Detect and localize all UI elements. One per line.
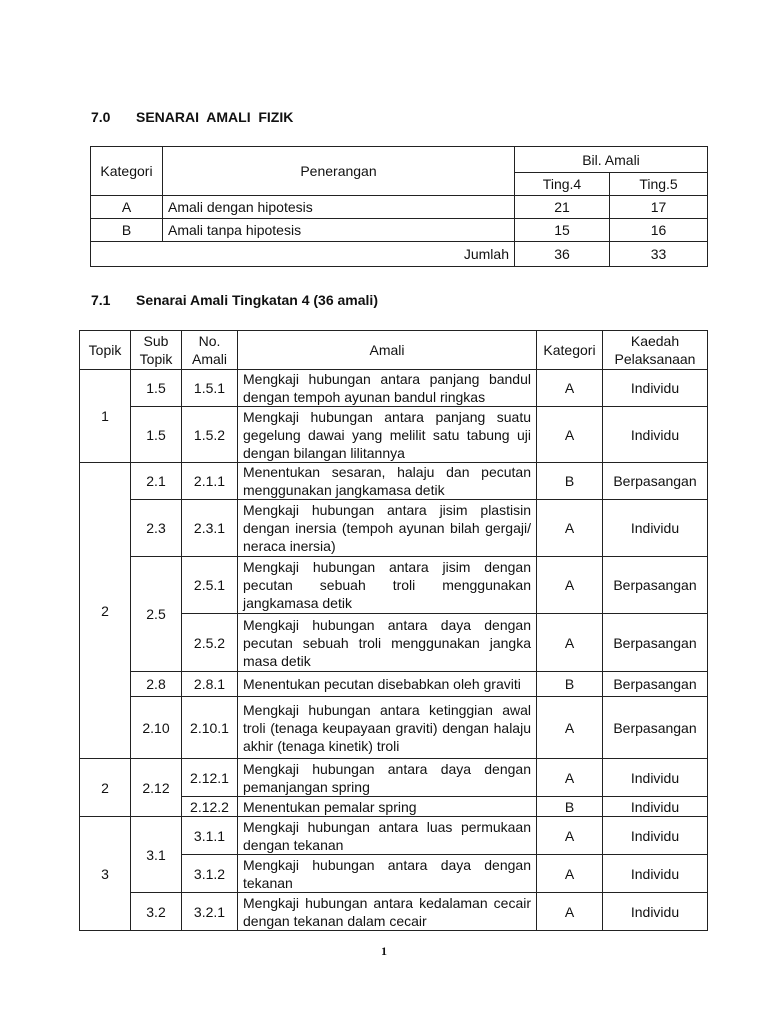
header-ting4: Ting.4 bbox=[515, 173, 610, 196]
cell-sub-topik: 2.1 bbox=[131, 463, 182, 500]
cell-kaedah: Individu bbox=[603, 759, 708, 797]
cell-kategori: A bbox=[91, 196, 163, 219]
cell-ting5: 16 bbox=[610, 219, 708, 242]
cell-no-amali: 2.10.1 bbox=[182, 697, 238, 759]
cell-kategori: A bbox=[537, 817, 603, 855]
cell-kategori: B bbox=[537, 797, 603, 817]
cell-amali: Mengkaji hubungan antara jisim dengan pecutan sebuah troli menggunakan jangkamasa detik bbox=[238, 557, 537, 614]
header-kaedah-pelaksanaan: Kaedah Pelaksanaan bbox=[603, 331, 708, 370]
table-row bbox=[80, 370, 708, 407]
header-bil-amali: Bil. Amali bbox=[515, 147, 708, 173]
cell-ting4: 21 bbox=[515, 196, 610, 219]
cell-kaedah: Individu bbox=[603, 407, 708, 463]
cell-amali: Mengkaji hubungan antara ketinggian awal troli (tenaga keupayaan graviti) dengan halaju akhir (tenaga kinetik) troli bbox=[238, 697, 537, 759]
cell-kaedah: Berpasangan bbox=[603, 672, 708, 697]
cell-amali: Mengkaji hubungan antara luas permukaan dengan tekanan bbox=[238, 817, 537, 855]
table-row bbox=[80, 817, 708, 855]
cell-no-amali: 1.5.1 bbox=[182, 370, 238, 407]
cell-kategori: A bbox=[537, 500, 603, 557]
cell-kategori: A bbox=[537, 370, 603, 407]
cell-sub-topik: 2.8 bbox=[131, 672, 182, 697]
section-heading-senarai-amali-tingkatan-4 bbox=[91, 292, 378, 308]
table-row bbox=[80, 759, 708, 797]
cell-kategori: B bbox=[91, 219, 163, 242]
cell-sub-topik: 2.12 bbox=[131, 759, 182, 817]
table-row bbox=[91, 196, 708, 219]
cell-no-amali: 2.12.2 bbox=[182, 797, 238, 817]
cell-kaedah: Berpasangan bbox=[603, 463, 708, 500]
cell-penerangan: Amali tanpa hipotesis bbox=[163, 219, 515, 242]
table-row bbox=[80, 407, 708, 463]
cell-kategori: A bbox=[537, 759, 603, 797]
cell-ting5: 17 bbox=[610, 196, 708, 219]
cell-sub-topik: 2.3 bbox=[131, 500, 182, 557]
cell-topik: 1 bbox=[80, 370, 131, 463]
cell-topik: 2 bbox=[80, 463, 131, 759]
cell-amali: Menentukan pemalar spring bbox=[238, 797, 537, 817]
cell-no-amali: 2.5.1 bbox=[182, 557, 238, 614]
section-title: SENARAI AMALI FIZIK bbox=[136, 109, 294, 125]
cell-amali: Menentukan pecutan disebabkan oleh graviti bbox=[238, 672, 537, 697]
cell-topik: 3 bbox=[80, 817, 131, 931]
cell-amali: Mengkaji hubungan antara jisim plastisin dengan inersia (tempoh ayunan bilah gergaji/ neraca inersia) bbox=[238, 500, 537, 557]
cell-kategori: A bbox=[537, 697, 603, 759]
section-title: Senarai Amali Tingkatan 4 (36 amali) bbox=[136, 292, 378, 308]
cell-kaedah: Individu bbox=[603, 797, 708, 817]
cell-no-amali: 2.3.1 bbox=[182, 500, 238, 557]
table-row bbox=[80, 672, 708, 697]
header-ting5: Ting.5 bbox=[610, 173, 708, 196]
table-row bbox=[80, 463, 708, 500]
cell-no-amali: 2.8.1 bbox=[182, 672, 238, 697]
cell-sub-topik: 1.5 bbox=[131, 407, 182, 463]
cell-kaedah: Individu bbox=[603, 893, 708, 931]
cell-sub-topik: 2.10 bbox=[131, 697, 182, 759]
cell-kategori: A bbox=[537, 557, 603, 614]
cell-kategori: A bbox=[537, 407, 603, 463]
cell-sub-topik: 1.5 bbox=[131, 370, 182, 407]
summary-table bbox=[90, 146, 708, 267]
cell-amali: Mengkaji hubungan antara daya dengan pemanjangan spring bbox=[238, 759, 537, 797]
cell-kategori: A bbox=[537, 614, 603, 672]
cell-sub-topik: 2.5 bbox=[131, 557, 182, 672]
cell-no-amali: 2.12.1 bbox=[182, 759, 238, 797]
cell-kategori: A bbox=[537, 855, 603, 893]
table-row bbox=[80, 557, 708, 614]
cell-kaedah: Berpasangan bbox=[603, 697, 708, 759]
table-header-row bbox=[80, 331, 708, 370]
table-row bbox=[80, 697, 708, 759]
cell-amali: Mengkaji hubungan antara kedalaman cecair dengan tekanan dalam cecair bbox=[238, 893, 537, 931]
cell-kaedah: Berpasangan bbox=[603, 557, 708, 614]
cell-kaedah: Berpasangan bbox=[603, 614, 708, 672]
cell-ting4: 15 bbox=[515, 219, 610, 242]
cell-kategori: B bbox=[537, 672, 603, 697]
cell-sub-topik: 3.2 bbox=[131, 893, 182, 931]
header-no-amali: No. Amali bbox=[182, 331, 238, 370]
cell-kategori: B bbox=[537, 463, 603, 500]
header-kategori: Kategori bbox=[91, 147, 163, 196]
header-penerangan: Penerangan bbox=[163, 147, 515, 196]
table-row bbox=[91, 219, 708, 242]
cell-kaedah: Individu bbox=[603, 817, 708, 855]
cell-no-amali: 2.1.1 bbox=[182, 463, 238, 500]
header-sub-topik: Sub Topik bbox=[131, 331, 182, 370]
cell-jumlah-ting5: 33 bbox=[610, 242, 708, 267]
cell-amali: Mengkaji hubungan antara panjang suatu gegelung dawai yang melilit satu tabung uji dengan bilangan lilitannya bbox=[238, 407, 537, 463]
cell-kaedah: Individu bbox=[603, 500, 708, 557]
cell-amali: Mengkaji hubungan antara panjang bandul dengan tempoh ayunan bandul ringkas bbox=[238, 370, 537, 407]
section-number: 7.0 bbox=[91, 109, 111, 125]
table-header-row bbox=[91, 147, 708, 173]
header-kategori: Kategori bbox=[537, 331, 603, 370]
cell-sub-topik: 3.1 bbox=[131, 817, 182, 893]
section-heading-senarai-amali-fizik bbox=[91, 109, 293, 125]
cell-penerangan: Amali dengan hipotesis bbox=[163, 196, 515, 219]
section-number: 7.1 bbox=[91, 292, 111, 308]
table-total-row bbox=[91, 242, 708, 267]
cell-no-amali: 2.5.2 bbox=[182, 614, 238, 672]
cell-no-amali: 3.2.1 bbox=[182, 893, 238, 931]
cell-no-amali: 3.1.1 bbox=[182, 817, 238, 855]
cell-jumlah-ting4: 36 bbox=[515, 242, 610, 267]
cell-amali: Mengkaji hubungan antara daya dengan pecutan sebuah troli menggunakan jangka masa detik bbox=[238, 614, 537, 672]
cell-no-amali: 3.1.2 bbox=[182, 855, 238, 893]
cell-jumlah-label: Jumlah bbox=[91, 242, 515, 267]
cell-kategori: A bbox=[537, 893, 603, 931]
amali-list-table bbox=[79, 330, 708, 931]
cell-kaedah: Individu bbox=[603, 370, 708, 407]
cell-kaedah: Individu bbox=[603, 855, 708, 893]
header-topik: Topik bbox=[80, 331, 131, 370]
table-row bbox=[80, 893, 708, 931]
table-row bbox=[80, 500, 708, 557]
cell-topik: 2 bbox=[80, 759, 131, 817]
page-number: 1 bbox=[381, 944, 387, 958]
cell-amali: Mengkaji hubungan antara daya dengan tekanan bbox=[238, 855, 537, 893]
cell-no-amali: 1.5.2 bbox=[182, 407, 238, 463]
cell-amali: Menentukan sesaran, halaju dan pecutan menggunakan jangkamasa detik bbox=[238, 463, 537, 500]
header-amali: Amali bbox=[238, 331, 537, 370]
